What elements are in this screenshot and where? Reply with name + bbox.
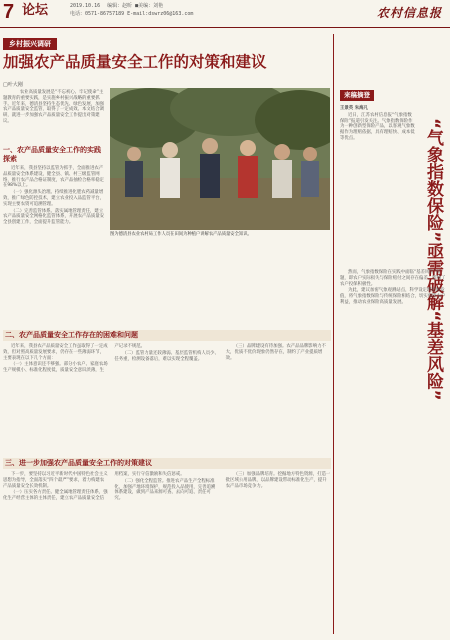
page-number: 7 bbox=[3, 1, 15, 23]
section2-paragraph: 近年来，我县农产品质量安全工作虽取得了一定成效，但对照高质量发展要求，仍存在一些薄弱环节，主要表现在以下几个方面： bbox=[3, 344, 108, 361]
section2-paragraph: （三）品牌建设有待加强。农产品品牌影响力不大，优质不优价现象仍然存在，制约了产业提质增效。 bbox=[225, 344, 326, 361]
headline: 加强农产品质量安全工作的对策和建议 bbox=[3, 53, 267, 71]
sidebar-body bbox=[340, 106, 416, 143]
photo-caption: 图为德清县农业农村局工作人员在田间为种植户讲解农产品质量安全知识。 bbox=[110, 232, 252, 237]
editor-line: 编辑：赵昕 ■美编：刘艳 bbox=[107, 3, 164, 9]
author-byline: □叶大刚 bbox=[3, 82, 23, 88]
section3-paragraph: （二）强化全程监管。推进农产品生产全程标准化，加强产地环境保护，规范投入品使用，完善追溯体系建设，做到产品来源可查、去向可追、责任可究。 bbox=[114, 478, 216, 502]
section1-heading: 一、农产品质量安全工作的实践探索 bbox=[3, 146, 101, 163]
sidebar-paragraph: 近日，江苏农村信息报“气象指数保险”报道引发关注。气象指数保险作为一种创新型保险产品，以客观气象数据作为理赔依据，具有理赔快、成本低等优点。 bbox=[340, 112, 415, 141]
column-divider bbox=[333, 34, 334, 634]
sidebar-title: “气象指数保险”亟需破解“基差风险” bbox=[423, 118, 443, 401]
issue-date: 2019.10.16 bbox=[70, 3, 101, 9]
date-editor-line bbox=[70, 3, 163, 9]
newspaper-brand: 农村信息报 bbox=[376, 6, 442, 20]
section-name: 论坛 bbox=[22, 3, 49, 18]
sidebar-paragraph: 然而，气象指数保险在实践中面临“基差风险”问题，即农户实际损失与保险赔付之间存在偏差，影响了农户投保积极性。 bbox=[340, 270, 446, 287]
orchard-photo-illustration bbox=[110, 88, 330, 230]
sidebar-body-lower bbox=[340, 270, 446, 307]
intro-paragraph bbox=[3, 90, 105, 126]
section2-heading: 二、农产品质量安全工作存在的困难和问题 bbox=[3, 330, 331, 341]
section3-heading: 三、进一步加强农产品质量安全工作的对策建议 bbox=[3, 458, 331, 469]
section2-body bbox=[3, 344, 331, 374]
section3-paragraph: （一）压实各方责任。健全属地管理责任体系，强化生产经营主体的主体责任，建立农产品质量安全信用档案，实行守信激励和失信惩戒。 bbox=[3, 472, 185, 502]
section3-paragraph: 下一步，要坚持以习近平新时代中国特色社会主义思想为指导，全面落实“四个最严”要求，着力构建农产品质量安全长效机制。 bbox=[3, 472, 108, 489]
section1-body bbox=[3, 166, 105, 226]
section2-paragraph: （二）监管力量还较薄弱。基层监管机构人员少、任务重，检测设备落后，难以实现全程覆盖。 bbox=[114, 350, 219, 362]
section1-paragraph: 近年来，我县坚持以监管为抓手，全面推进农产品质量安全体系建设，健全县、镇、村三级监管网络，推行农产品合格证制度，农产品抽检合格率稳定在98%以上。 bbox=[3, 166, 104, 189]
sidebar-paragraph: 为此，建议加密气象观测站点，科学设定理赔触发值，将气象指数保险与传统保险相结合，切实保障农户利益，推动农业保险高质量发展。 bbox=[340, 288, 446, 305]
sidebar-author: 王景英 朱海凡 bbox=[340, 106, 368, 111]
sidebar-tag: 来稿摘登 bbox=[340, 90, 374, 101]
section3-paragraph: （三）加强品牌培育。挖掘地方特色资源，打造一批区域公用品牌，以品牌建设带动标准化生产，提升农产品市场竞争力。 bbox=[225, 472, 331, 489]
section1-paragraph: （二）完善监管体系。落实属地管理责任，建立农产品质量安全网格化监管体系，开展农产品质量安全县创建工作，全面提升监管能力。 bbox=[3, 208, 104, 226]
section2-paragraph: （一）主体意识还不够强。部分小农户、家庭农场生产规模小、标准化程度低，质量安全意识淡薄，生产记录不规范。 bbox=[3, 344, 146, 374]
news-photo bbox=[110, 88, 330, 230]
section1 bbox=[3, 146, 105, 227]
section1-paragraph: （一）强化源头治理。持续推进化肥农药减量增效，推广绿色防控技术，建立农业投入品监管平台，实现主要农资可追溯管理。 bbox=[3, 190, 104, 207]
column-tag: 乡村振兴调研 bbox=[3, 38, 57, 50]
section3-body bbox=[3, 472, 331, 502]
intro-text: 农业高质量发展是“不忘初心、牢记使命”主题教育的重要实践，是实施乡村振兴战略的重要抓手。近年来，德清县坚持生态优先、绿色发展，加强农产品质量安全监管，取得了一定成效。本文结合调研，就进一步加强农产品质量安全工作提出对策建议。 bbox=[3, 90, 104, 124]
contact-line: 电话：0571-86757189 E-mail:dswrz06@163.com bbox=[70, 11, 194, 17]
